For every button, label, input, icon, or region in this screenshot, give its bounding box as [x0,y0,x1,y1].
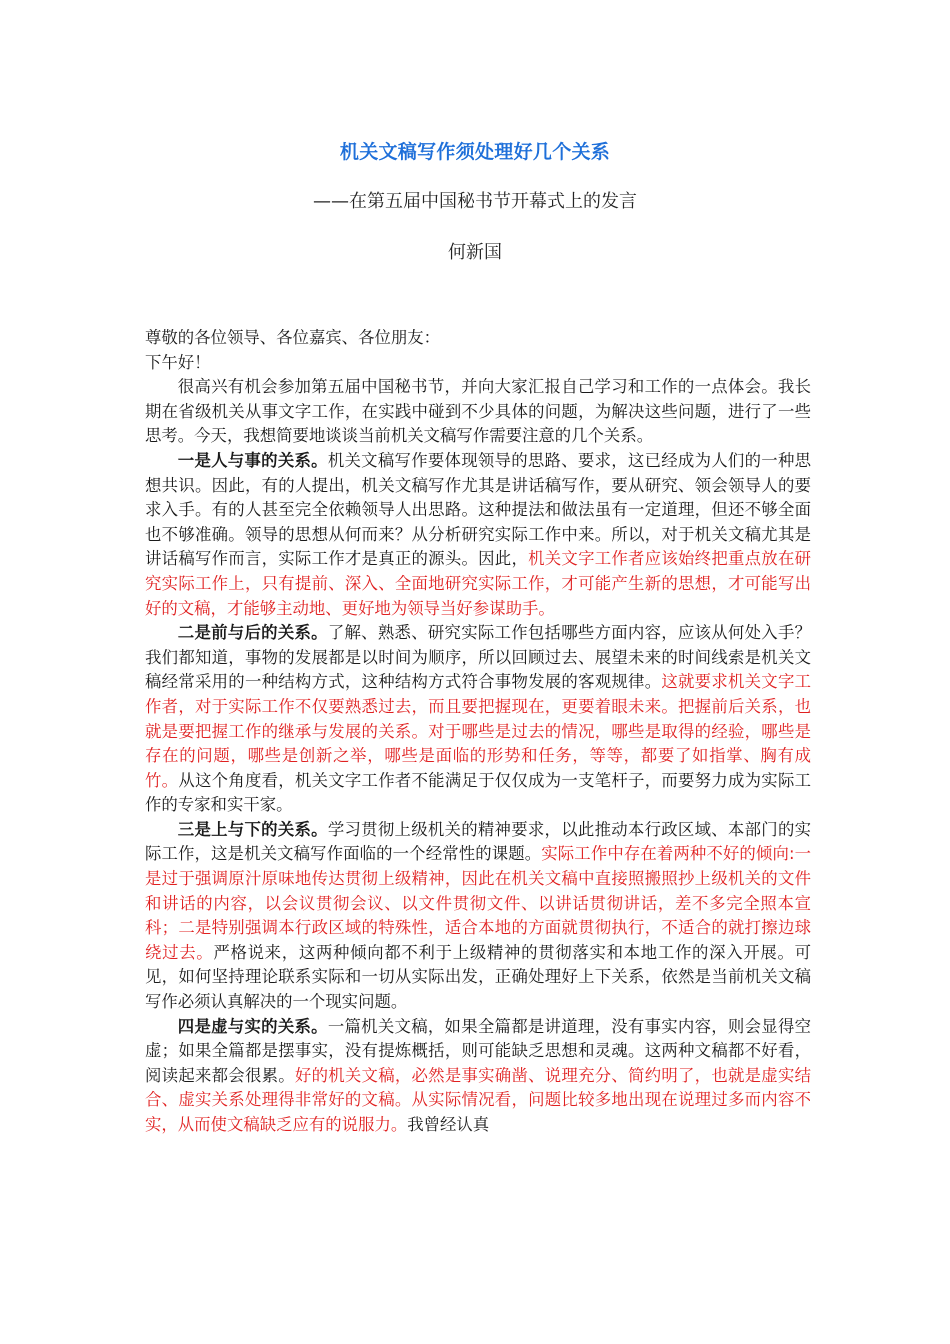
document-body [145,326,811,1138]
document-subtitle: ——在第五届中国秘书节开幕式上的发言 [313,191,637,212]
paragraph-text: 了解、熟悉、研究实际工作包括哪些方面内容，应该从何处入手？我们都知道，事物的发展都是以时间为顺序，所以回顾过去、展望未来的时间线索是机关文稿经常采用的一种结构方式，这种结构方式符合事物发展的客观规律。 [145,623,812,692]
paragraph-text: 从这个角度看，机关文字工作者不能满足于仅仅成为一支笔杆子，而要努力成为实际工作的专家和实干家。 [145,770,812,815]
emphasis-text: 机关文字工作者应该始终把重点放在研究实际工作上，只有提前、深入、全面地研究实际工作，才可能产生新的思想，才可能写出好的文稿，才能够主动地、更好地为领导当好参谋助手。 [145,549,812,618]
document-title: 机关文稿写作须处理好几个关系 [339,141,611,163]
paragraph-abstract-and-concrete [145,1015,811,1138]
paragraph-heading: 三是上与下的关系。 [177,819,328,839]
intro-paragraph: 很高兴有机会参加第五届中国秘书节，并向大家汇报自己学习和工作的一点体会。我长期在省级机关从事文字工作，在实践中碰到不少具体的问题，为解决这些问题，进行了一些思考。今天，我想简要地谈谈当前机关文稿写作需要注意的几个关系。 [145,377,811,446]
paragraph-person-and-matter [145,449,811,621]
paragraph-heading: 四是虚与实的关系。 [177,1016,328,1036]
emphasis-text: 好的机关文稿，必然是事实确凿、说理充分、简约明了，也就是虚实结合、虚实关系处理得非常好的文稿。从实际情况看，问题比较多地出现在说理过多而内容不实，从而使文稿缺乏应有的说服力。 [145,1065,812,1134]
salutation: 尊敬的各位领导、各位嘉宾、各位朋友： [145,328,441,347]
paragraph-heading: 二是前与后的关系。 [177,623,328,643]
paragraph-text: 严格说来，这两种倾向都不利于上级精神的贯彻落实和本地工作的深入开展。可见，如何坚持理论联系实际和一切从实际出发，正确处理好上下关系，依然是当前机关文稿写作必须认真解决的一个现实问题。 [145,942,812,1012]
emphasis-text: 实际工作中存在着两种不好的倾向:一是过于强调原汁原味地传达贯彻上级精神，因此在机关文稿中直接照搬照抄上级机关的文件和讲话的内容，以会议贯彻会议、以文件贯彻文件、以讲话贯彻讲话，差不多完全照本宣科；二是特别强调本行政区域的特殊性，适合本地的方面就贯彻执行，不适合的就打擦边球绕过去。 [145,844,811,962]
document-author: 何新国 [448,242,502,263]
paragraph-text: 我曾经认真 [407,1115,490,1134]
paragraph-text: 机关文稿写作要体现领导的思路、要求，这已经成为人们的一种思想共识。因此，有的人提出，机关文稿写作尤其是讲话稿写作，要从研究、领会领导人的要求入手。有的人甚至完全依赖领导人出思路。这种提法和做法虽有一定道理，但还不够全面也不够准确。领导的思想从何而来？从分析研究实际工作中来。所以，对于机关文稿尤其是讲话稿写作而言，实际工作才是真正的源头。因此， [145,450,812,569]
paragraph-upper-and-lower [145,818,811,1015]
greeting: 下午好！ [145,352,211,372]
paragraph-before-and-after [145,621,811,818]
paragraph-text: 学习贯彻上级机关的精神要求，以此推动本行政区域、本部门的实际工作，这是机关文稿写作面临的一个经常性的课题。 [145,819,812,864]
paragraph-text: 一篇机关文稿，如果全篇都是讲道理，没有事实内容，则会显得空虚；如果全篇都是摆事实，没有提炼概括，则可能缺乏思想和灵魂。这两种文稿都不好看，阅读起来都会很累。 [145,1016,812,1085]
emphasis-text: 这就要求机关文字工作者，对于实际工作不仅要熟悉过去，而且要把握现在，更要着眼未来。把握前后关系，也就是要把握工作的继承与发展的关系。对于哪些是过去的情况，哪些是取得的经验，哪些是存在的问题，哪些是创新之举，哪些是面临的形势和任务，等等，都要了如指掌、胸有成竹。 [145,672,812,790]
paragraph-heading: 一是人与事的关系。 [177,450,328,470]
